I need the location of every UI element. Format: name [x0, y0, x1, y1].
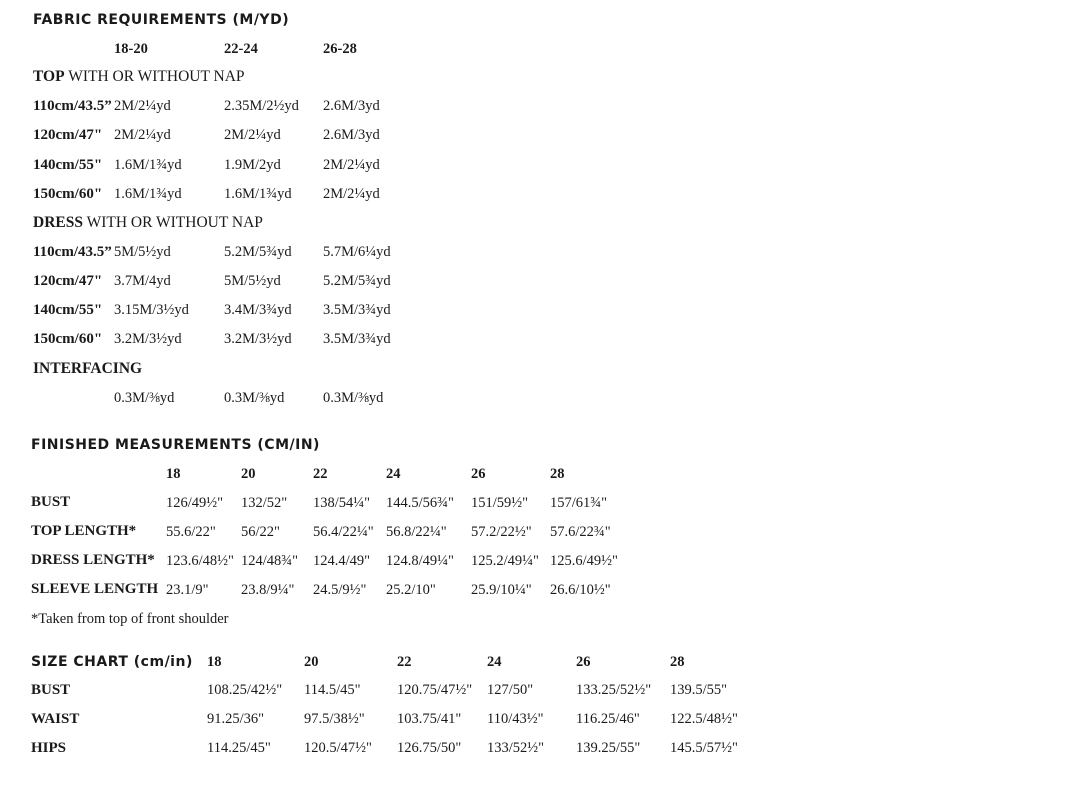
finished-row-label: TOP LENGTH* — [31, 523, 137, 539]
footnote: *Taken from top of front shoulder — [31, 611, 229, 627]
size-chart-size-header: 18 — [207, 654, 222, 670]
fabric-group-top-label: TOP WITH OR WITHOUT NAP — [33, 68, 245, 85]
fabric-group-interfacing-label: INTERFACING — [33, 360, 143, 377]
size-chart-size-header: 20 — [304, 654, 319, 670]
finished-value: 25.2/10" — [386, 582, 436, 598]
size-chart-value: 103.75/41" — [397, 711, 462, 727]
finished-value: 138/54¼" — [313, 495, 371, 511]
fabric-value: 2M/2¼yd — [323, 186, 380, 202]
finished-value: 157/61¾" — [550, 495, 608, 511]
size-chart-value: 127/50" — [487, 682, 534, 698]
fabric-value: 2.6M/3yd — [323, 127, 380, 143]
fabric-value: 0.3M/⅜yd — [323, 390, 384, 406]
fabric-group-dress-label: DRESS WITH OR WITHOUT NAP — [33, 214, 263, 231]
fabric-value: 2M/2¼yd — [224, 127, 281, 143]
finished-value: 151/59½" — [471, 495, 529, 511]
fabric-value: 5.2M/5¾yd — [323, 273, 391, 289]
size-chart-size-header: 22 — [397, 654, 412, 670]
finished-value: 25.9/10¼" — [471, 582, 532, 598]
finished-value: 123.6/48½" — [166, 553, 234, 569]
fabric-value: 5.7M/6¼yd — [323, 244, 391, 260]
fabric-value: 3.2M/3½yd — [114, 331, 182, 347]
fabric-value: 1.6M/1¾yd — [114, 157, 182, 173]
finished-row-label: BUST — [31, 494, 71, 510]
finished-measurements-heading: FINISHED MEASUREMENTS (CM/IN) — [31, 437, 320, 453]
finished-size-header: 24 — [386, 466, 401, 482]
fabric-width-label: 120cm/47" — [33, 127, 103, 143]
fabric-value: 2.35M/2½yd — [224, 98, 299, 114]
finished-value: 26.6/10½" — [550, 582, 611, 598]
fabric-value: 3.7M/4yd — [114, 273, 171, 289]
size-chart-value: 91.25/36" — [207, 711, 265, 727]
fabric-value: 1.6M/1¾yd — [114, 186, 182, 202]
size-chart-value: 120.5/47½" — [304, 740, 372, 756]
size-chart-value: 145.5/57½" — [670, 740, 738, 756]
size-chart-value: 114.25/45" — [207, 740, 271, 756]
fabric-value: 2.6M/3yd — [323, 98, 380, 114]
size-chart-size-header: 26 — [576, 654, 591, 670]
finished-value: 56.4/22¼" — [313, 524, 374, 540]
finished-value: 56/22" — [241, 524, 280, 540]
finished-row-label: DRESS LENGTH* — [31, 552, 155, 568]
fabric-width-label: 150cm/60" — [33, 186, 103, 202]
finished-value: 124/48¾" — [241, 553, 299, 569]
finished-value: 24.5/9½" — [313, 582, 367, 598]
finished-size-header: 18 — [166, 466, 181, 482]
size-chart-value: 139.25/55" — [576, 740, 641, 756]
finished-value: 56.8/22¼" — [386, 524, 447, 540]
fabric-size-header: 18-20 — [114, 41, 148, 57]
fabric-value: 3.2M/3½yd — [224, 331, 292, 347]
size-chart-value: 126.75/50" — [397, 740, 462, 756]
size-chart-value: 122.5/48½" — [670, 711, 738, 727]
fabric-value: 2M/2¼yd — [114, 127, 171, 143]
fabric-value: 5.2M/5¾yd — [224, 244, 292, 260]
finished-value: 55.6/22" — [166, 524, 216, 540]
finished-size-header: 20 — [241, 466, 256, 482]
fabric-value: 3.15M/3½yd — [114, 302, 189, 318]
finished-value: 23.8/9¼" — [241, 582, 295, 598]
size-chart-value: 108.25/42½" — [207, 682, 283, 698]
finished-value: 126/49½" — [166, 495, 224, 511]
fabric-value: 3.5M/3¾yd — [323, 302, 391, 318]
size-chart-value: 114.5/45" — [304, 682, 361, 698]
fabric-value: 1.9M/2yd — [224, 157, 281, 173]
fabric-value: 0.3M/⅜yd — [114, 390, 175, 406]
size-chart-value: 133/52½" — [487, 740, 545, 756]
size-chart-heading: SIZE CHART (cm/in) — [31, 654, 193, 670]
fabric-width-label: 140cm/55" — [33, 302, 103, 318]
fabric-value: 2M/2¼yd — [114, 98, 171, 114]
size-chart-size-header: 24 — [487, 654, 502, 670]
finished-value: 124.4/49" — [313, 553, 371, 569]
finished-value: 132/52" — [241, 495, 288, 511]
finished-row-label: SLEEVE LENGTH — [31, 581, 159, 597]
finished-size-header: 26 — [471, 466, 486, 482]
fabric-value: 3.5M/3¾yd — [323, 331, 391, 347]
finished-value: 124.8/49¼" — [386, 553, 454, 569]
finished-value: 57.6/22¾" — [550, 524, 611, 540]
fabric-width-label: 110cm/43.5” — [33, 98, 112, 114]
fabric-value: 5M/5½yd — [114, 244, 171, 260]
finished-size-header: 22 — [313, 466, 328, 482]
size-chart-value: 139.5/55" — [670, 682, 728, 698]
size-chart-row-label: HIPS — [31, 740, 67, 756]
size-chart-size-header: 28 — [670, 654, 685, 670]
size-chart-value: 116.25/46" — [576, 711, 640, 727]
fabric-requirements-heading: FABRIC REQUIREMENTS (M/YD) — [33, 12, 290, 28]
size-chart-row-label: WAIST — [31, 711, 80, 727]
fabric-value: 3.4M/3¾yd — [224, 302, 292, 318]
fabric-value: 5M/5½yd — [224, 273, 281, 289]
fabric-value: 2M/2¼yd — [323, 157, 380, 173]
fabric-size-header: 22-24 — [224, 41, 258, 57]
size-chart-value: 110/43½" — [487, 711, 544, 727]
finished-value: 23.1/9" — [166, 582, 209, 598]
fabric-size-header: 26-28 — [323, 41, 357, 57]
finished-value: 144.5/56¾" — [386, 495, 454, 511]
fabric-width-label: 120cm/47" — [33, 273, 103, 289]
finished-value: 125.6/49½" — [550, 553, 618, 569]
finished-size-header: 28 — [550, 466, 565, 482]
size-chart-value: 133.25/52½" — [576, 682, 652, 698]
fabric-value: 0.3M/⅜yd — [224, 390, 285, 406]
finished-value: 125.2/49¼" — [471, 553, 539, 569]
size-chart-row-label: BUST — [31, 682, 71, 698]
fabric-value: 1.6M/1¾yd — [224, 186, 292, 202]
finished-value: 57.2/22½" — [471, 524, 532, 540]
fabric-width-label: 140cm/55" — [33, 157, 103, 173]
size-chart-value: 120.75/47½" — [397, 682, 473, 698]
size-chart-value: 97.5/38½" — [304, 711, 365, 727]
fabric-width-label: 150cm/60" — [33, 331, 103, 347]
fabric-width-label: 110cm/43.5” — [33, 244, 112, 260]
